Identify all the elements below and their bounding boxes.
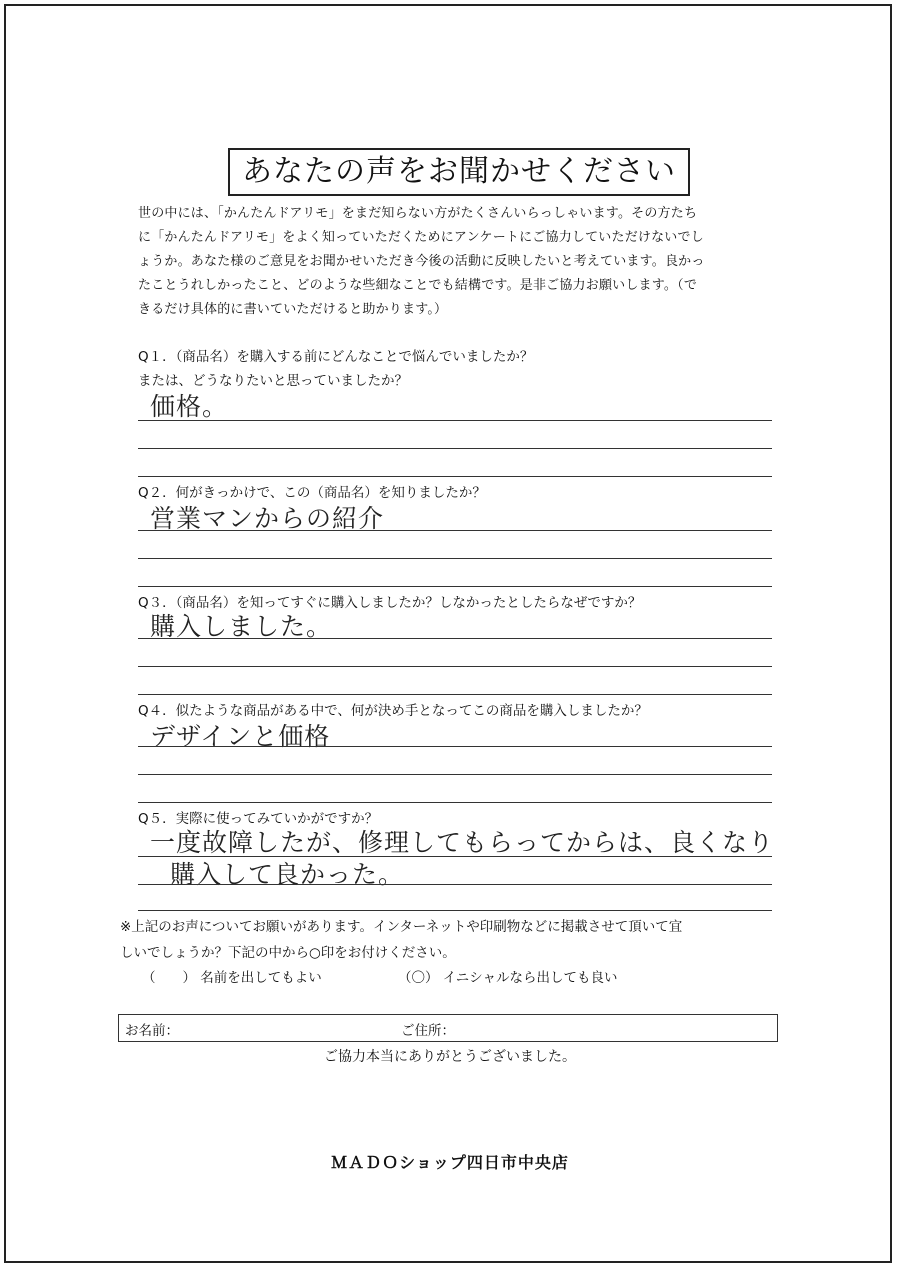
answer-rule <box>138 586 772 587</box>
question-1-subtext: または、どうなりたいと思っていましたか？ <box>138 373 408 389</box>
answer-5-line-2: 購入して良かった。 <box>170 860 405 889</box>
answer-rule <box>138 856 772 857</box>
contact-form-box <box>118 1014 778 1042</box>
choice-label: 名前を出してもよい <box>200 970 322 986</box>
intro-line: きるだけ具体的に書いていただけると助かります。） <box>138 302 448 317</box>
intro-line: ょうか。あなた様のご意見をお聞かせいただき今後の活動に反映したいと考えています。良かっ <box>138 254 705 269</box>
answer-rule <box>138 746 772 747</box>
page-title: あなたの声をお聞かせください <box>228 148 690 196</box>
answer-rule <box>138 530 772 531</box>
question-4-text: Q４．似たような商品がある中で、何が決め手となってこの商品を購入しましたか？ <box>138 703 648 719</box>
question-2-text: Q２．何がきっかけで、この（商品名）を知りましたか？ <box>138 485 486 501</box>
address-field-label: ご住所： <box>401 1023 455 1039</box>
answer-4-line-1: デザインと価格 <box>150 722 331 751</box>
answer-rule <box>138 638 772 639</box>
answer-rule <box>138 448 772 449</box>
answer-1-line-1: 価格。 <box>150 392 229 421</box>
answer-rule <box>138 666 772 667</box>
answer-rule <box>138 420 772 421</box>
choice-mark: （〇） <box>398 970 439 986</box>
notice-line: しいでしょうか？下記の中から○印をお付けください。 <box>120 945 456 961</box>
question-3-text: Q３．（商品名）を知ってすぐに購入しましたか？しなかったとしたらなぜですか？ <box>138 595 642 611</box>
intro-line: 世の中には、「かんたんドアリモ」をまだ知らない方がたくさんいらっしゃいます。その方たち <box>138 206 698 221</box>
consent-notice <box>120 914 790 966</box>
choice-label: イニシャルなら出しても良い <box>442 970 618 986</box>
answer-rule <box>138 910 772 911</box>
answer-5-line-1: 一度故障したが、修理してもらってからは、良くなり <box>150 828 775 857</box>
answer-rule <box>138 558 772 559</box>
choice-initials-ok[interactable] <box>398 966 618 990</box>
thanks-message: ご協力本当にありがとうございました。 <box>324 1049 576 1065</box>
answer-rule <box>138 774 772 775</box>
choice-name-ok[interactable] <box>142 966 322 990</box>
choice-mark: （ ） <box>142 970 196 986</box>
shop-name: ＭＡＤＯショップ四日市中央店 <box>331 1153 569 1172</box>
answer-2-line-1: 営業マンからの紹介 <box>150 504 385 533</box>
answer-rule <box>138 694 772 695</box>
question-5-text: Q５．実際に使ってみていかがですか？ <box>138 811 379 827</box>
name-field-label: お名前： <box>125 1023 179 1039</box>
intro-text <box>138 202 778 322</box>
answer-3-line-1: 購入しました。 <box>150 612 333 641</box>
intro-line: たことうれしかったこと、どのような些細なことでも結構です。是非ご協力お願いします。（で <box>138 278 698 293</box>
question-1-text: Q１．（商品名）を購入する前にどんなことで悩んでいましたか？ <box>138 349 534 365</box>
answer-rule <box>138 802 772 803</box>
intro-line: に「かんたんドアリモ」をよく知っていただくためにアンケートにご協力していただけないでし <box>138 230 704 245</box>
answer-rule <box>138 476 772 477</box>
answer-rule <box>138 884 772 885</box>
notice-line: ※上記のお声についてお願いがあります。インターネットや印刷物などに掲載させて頂いて宜 <box>120 919 683 935</box>
